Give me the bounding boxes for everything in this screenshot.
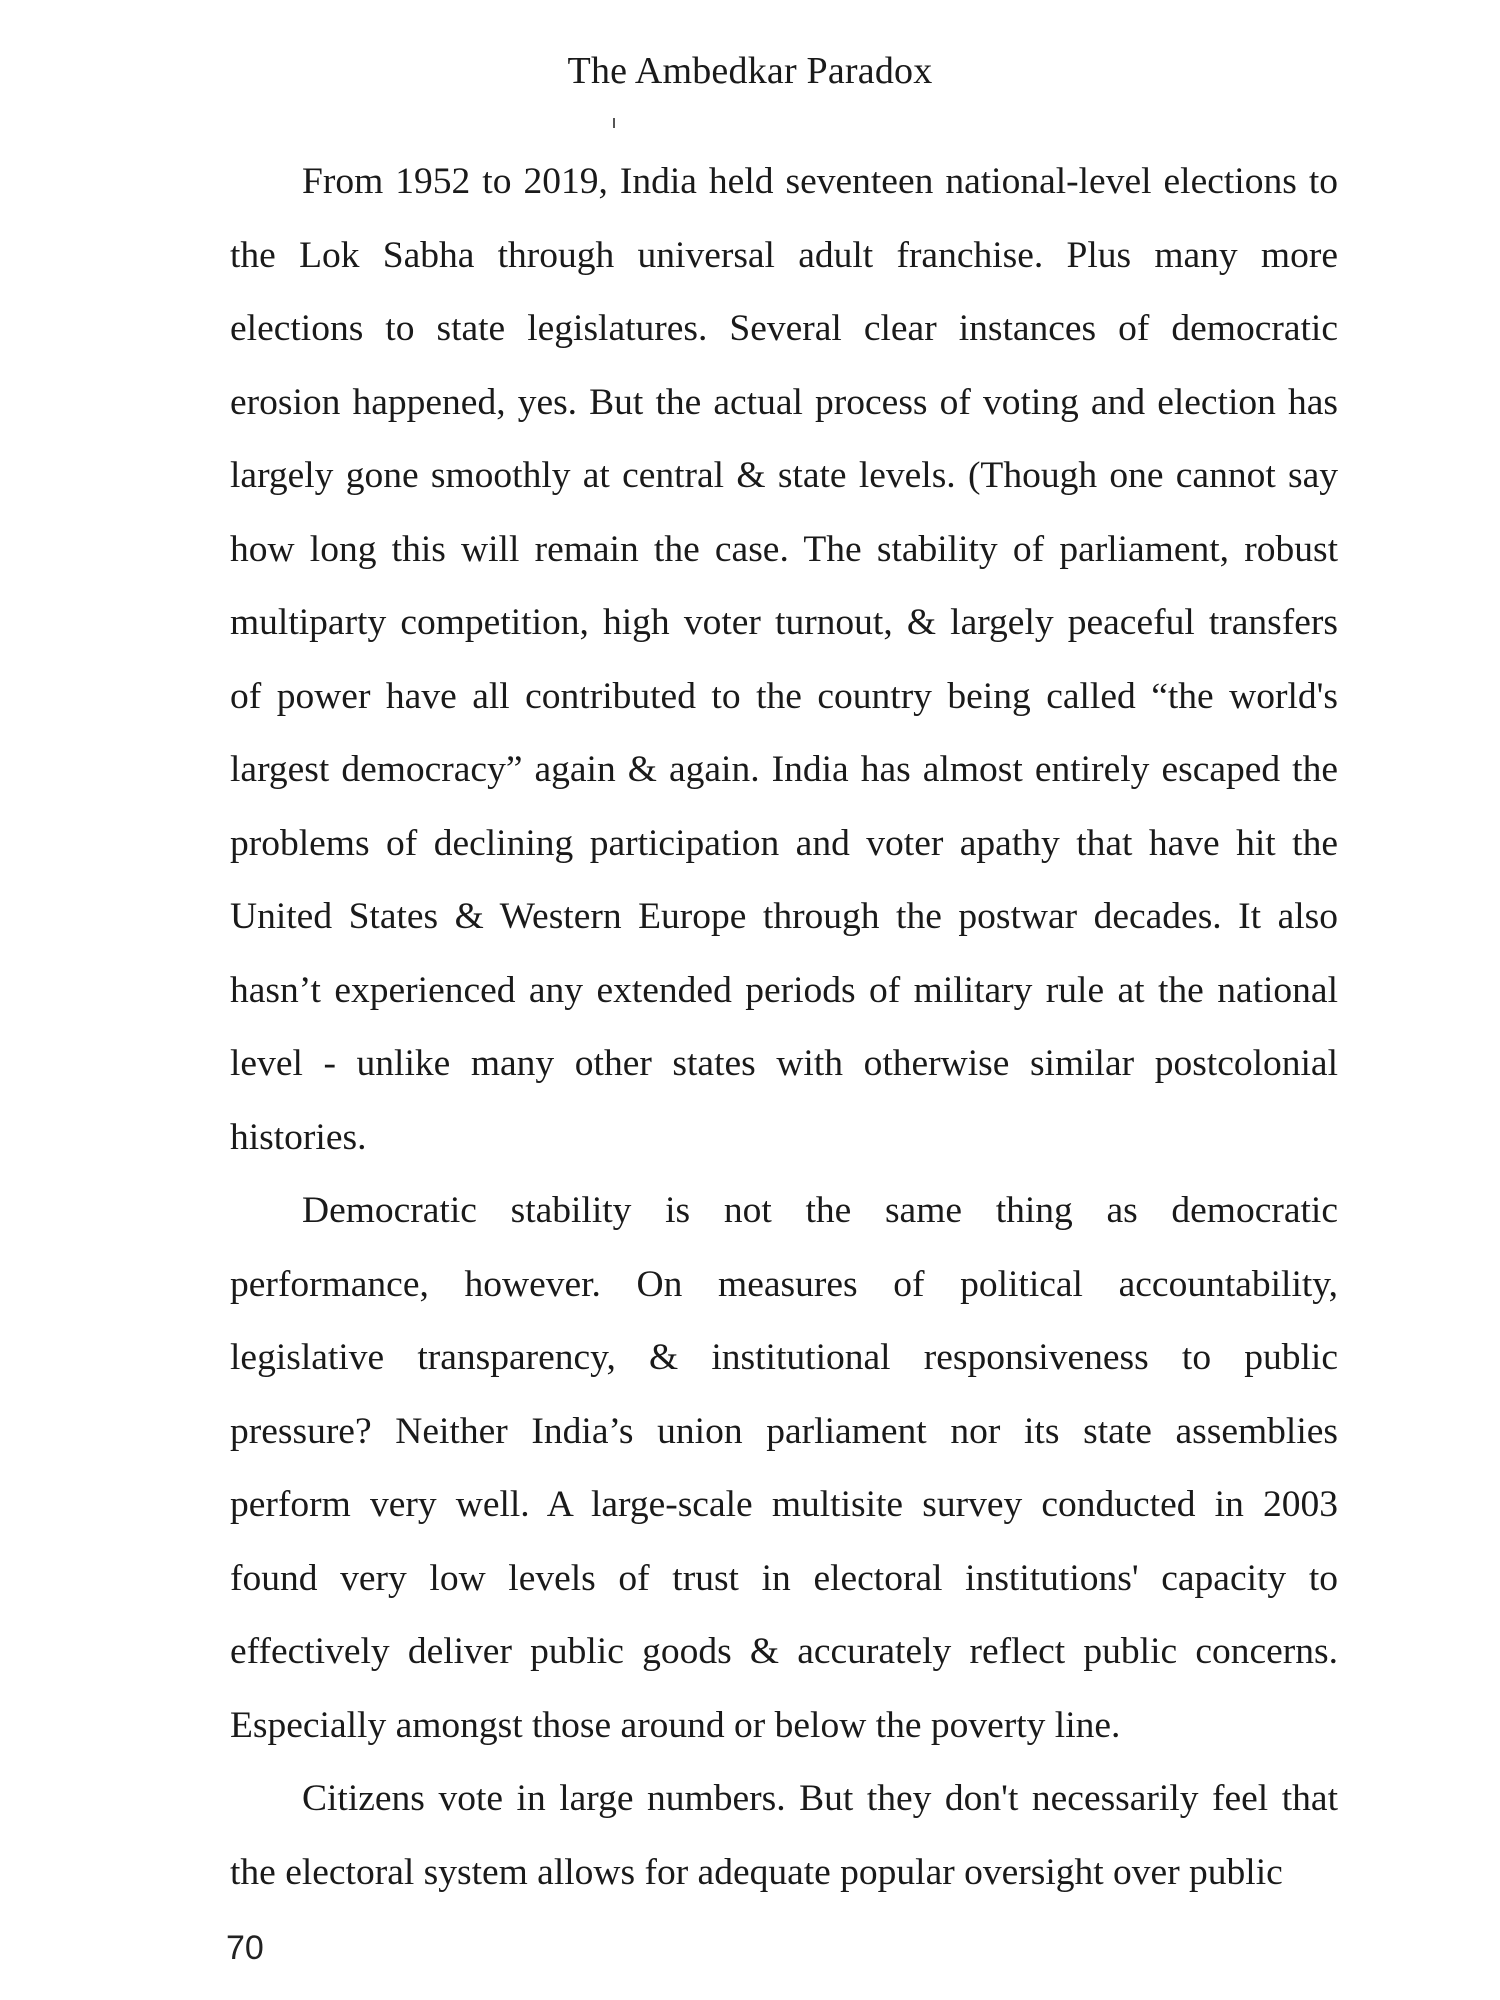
- scan-mark: [613, 118, 615, 128]
- running-head-title: The Ambedkar Paradox: [567, 50, 933, 92]
- paragraph-2: Democratic stability is not the same thing as democratic performance, however. On measures of political accountability, legislative transparency, & institutional responsiveness to public pressure? Neither India’s union parliament nor its state assemblies perform very well. A large-scale multisite survey conducted in 2003 found very low levels of trust in electoral institutions' capacity to effectively deliver public goods & accurately reflect public concerns. Especially amongst those around or below the poverty line.: [230, 1190, 1338, 1746]
- paragraph-1: From 1952 to 2019, India held seventeen national-level elections to the Lok Sabha through universal adult franchise. Plus many more elections to state legislatures. Several clear instances of democratic erosion happened, yes. But the actual process of voting and election has largely gone smoothly at central & state levels. (Though one cannot say how long this will remain the case. The stability of parliament, robust multiparty competition, high voter turnout, & largely peaceful transfers of power have all contributed to the country being called “the world's largest democracy” again & again. India has almost entirely escaped the problems of declining participation and voter apathy that have hit the United States & Western Europe through the postwar decades. It also hasn’t experienced any extended periods of military rule at the national level - unlike many other states with otherwise similar postcolonial histories.: [230, 161, 1338, 1158]
- page-number: 70: [226, 1929, 264, 1967]
- body-text: [230, 145, 1338, 1909]
- paragraph-3: Citizens vote in large numbers. But they don't necessarily feel that the electoral system allows for adequate popular oversight over public: [230, 1778, 1338, 1893]
